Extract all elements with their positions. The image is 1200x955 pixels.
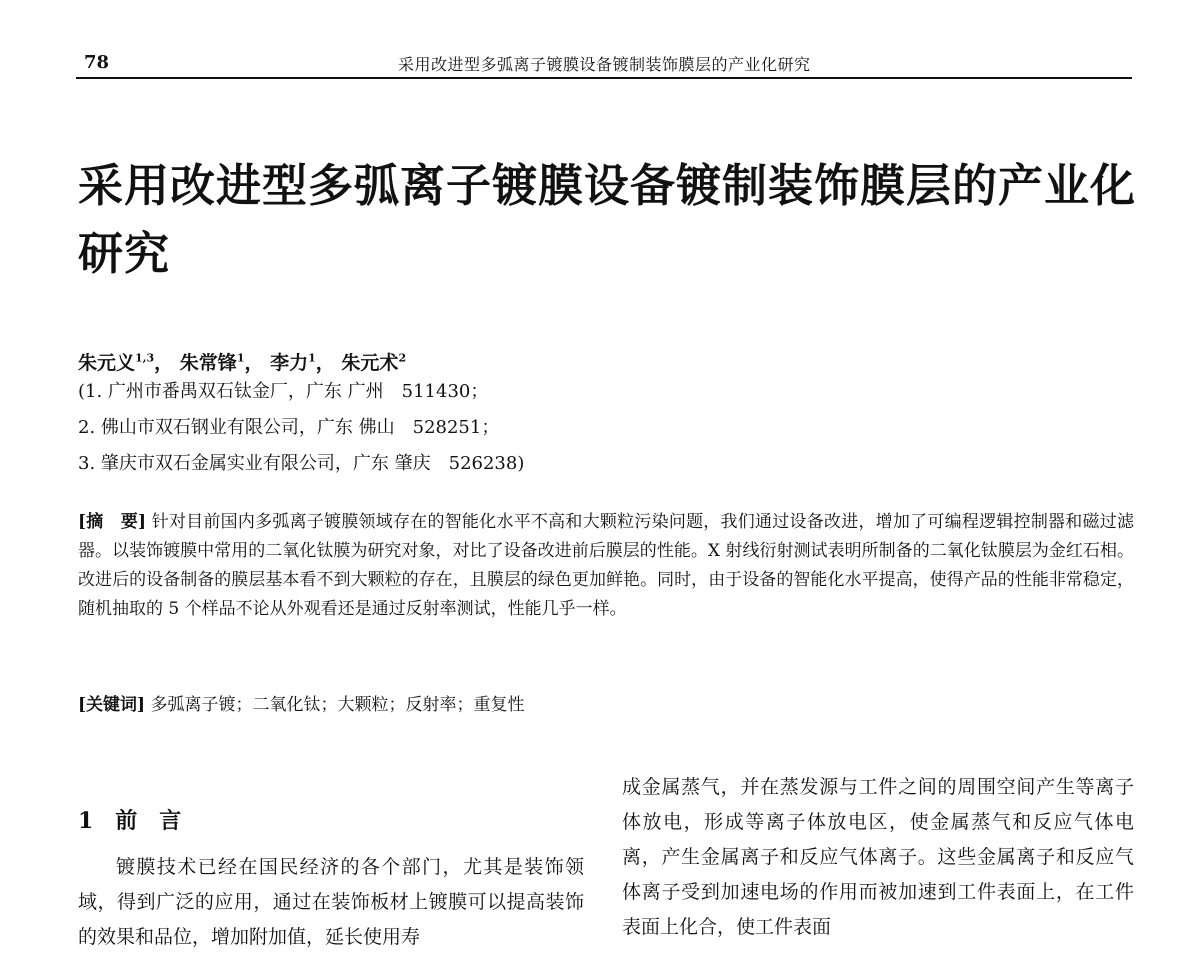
abstract	[78, 508, 1134, 624]
body-text-right-column: 成金属蒸气，并在蒸发源与工件之间的周围空间产生等离子体放电，形成等离子体放电区，使金属蒸气和反应气体电离，产生金属离子和反应气体离子。这些金属离子和反应气体离子受到加速电场的作用而被加速到工件表面上，在工件表面上化合，使工件表面	[622, 776, 1134, 938]
affiliation-2: 2. 佛山市双石钢业有限公司，广东 佛山 528251；	[78, 417, 500, 438]
affiliation-3: 3. 肇庆市双石金属实业有限公司，广东 肇庆 526238)	[78, 453, 525, 474]
keywords-label: [关键词]	[78, 695, 146, 715]
keywords-text: 多弧离子镀；二氧化钛；大颗粒；反射率；重复性	[150, 695, 525, 715]
author-separator: ，	[244, 352, 264, 374]
author-separator: ，	[315, 352, 335, 374]
author-list	[78, 348, 406, 375]
affiliation-1: (1. 广州市番禺双石钛金厂，广东 广州 511430；	[78, 381, 489, 402]
header-rule	[76, 77, 1132, 79]
page-number: 78	[84, 52, 110, 73]
author-affiliation-mark: 1	[308, 351, 316, 365]
keywords	[78, 690, 525, 715]
section-heading-introduction: 1 前 言	[78, 808, 182, 834]
author-affiliation-mark: 1,3	[135, 351, 155, 365]
body-text-left-column: 镀膜技术已经在国民经济的各个部门，尤其是装饰领域，得到广泛的应用，通过在装饰板材上镀膜可以提高装饰的效果和品位，增加附加值，延长使用寿	[78, 856, 584, 948]
author-separator: ，	[154, 352, 174, 374]
author-name: 朱元义	[78, 352, 136, 374]
author-name: 朱元术	[341, 352, 399, 374]
author-name: 朱常锋	[179, 352, 237, 374]
author-affiliation-mark: 1	[236, 351, 245, 365]
article-title: 采用改进型多弧离子镀膜设备镀制装饰膜层的产业化研究	[78, 159, 1137, 280]
author-name: 李力	[270, 352, 309, 374]
running-title: 采用改进型多弧离子镀膜设备镀制装饰膜层的产业化研究	[398, 55, 811, 74]
abstract-text: 针对目前国内多弧离子镀膜领域存在的智能化水平不高和大颗粒污染问题，我们通过设备改进，增加了可编程逻辑控制器和磁过滤器。以装饰镀膜中常用的二氧化钛膜为研究对象，对比了设备改进前后膜层的性能。X 射线衍射测试表明所制备的二氧化钛膜层为金红石相。改进后的设备制备的膜层基本看不到大颗粒的存在，且膜层的绿色更加鲜艳。同时，由于设备的智能化水平提高，使得产品的性能非常稳定，随机抽取的 5 个样品不论从外观看还是通过反射率测试，性能几乎一样。	[78, 512, 1135, 619]
author-affiliation-mark: 2	[398, 351, 407, 365]
abstract-label: [摘 要]	[78, 512, 147, 532]
